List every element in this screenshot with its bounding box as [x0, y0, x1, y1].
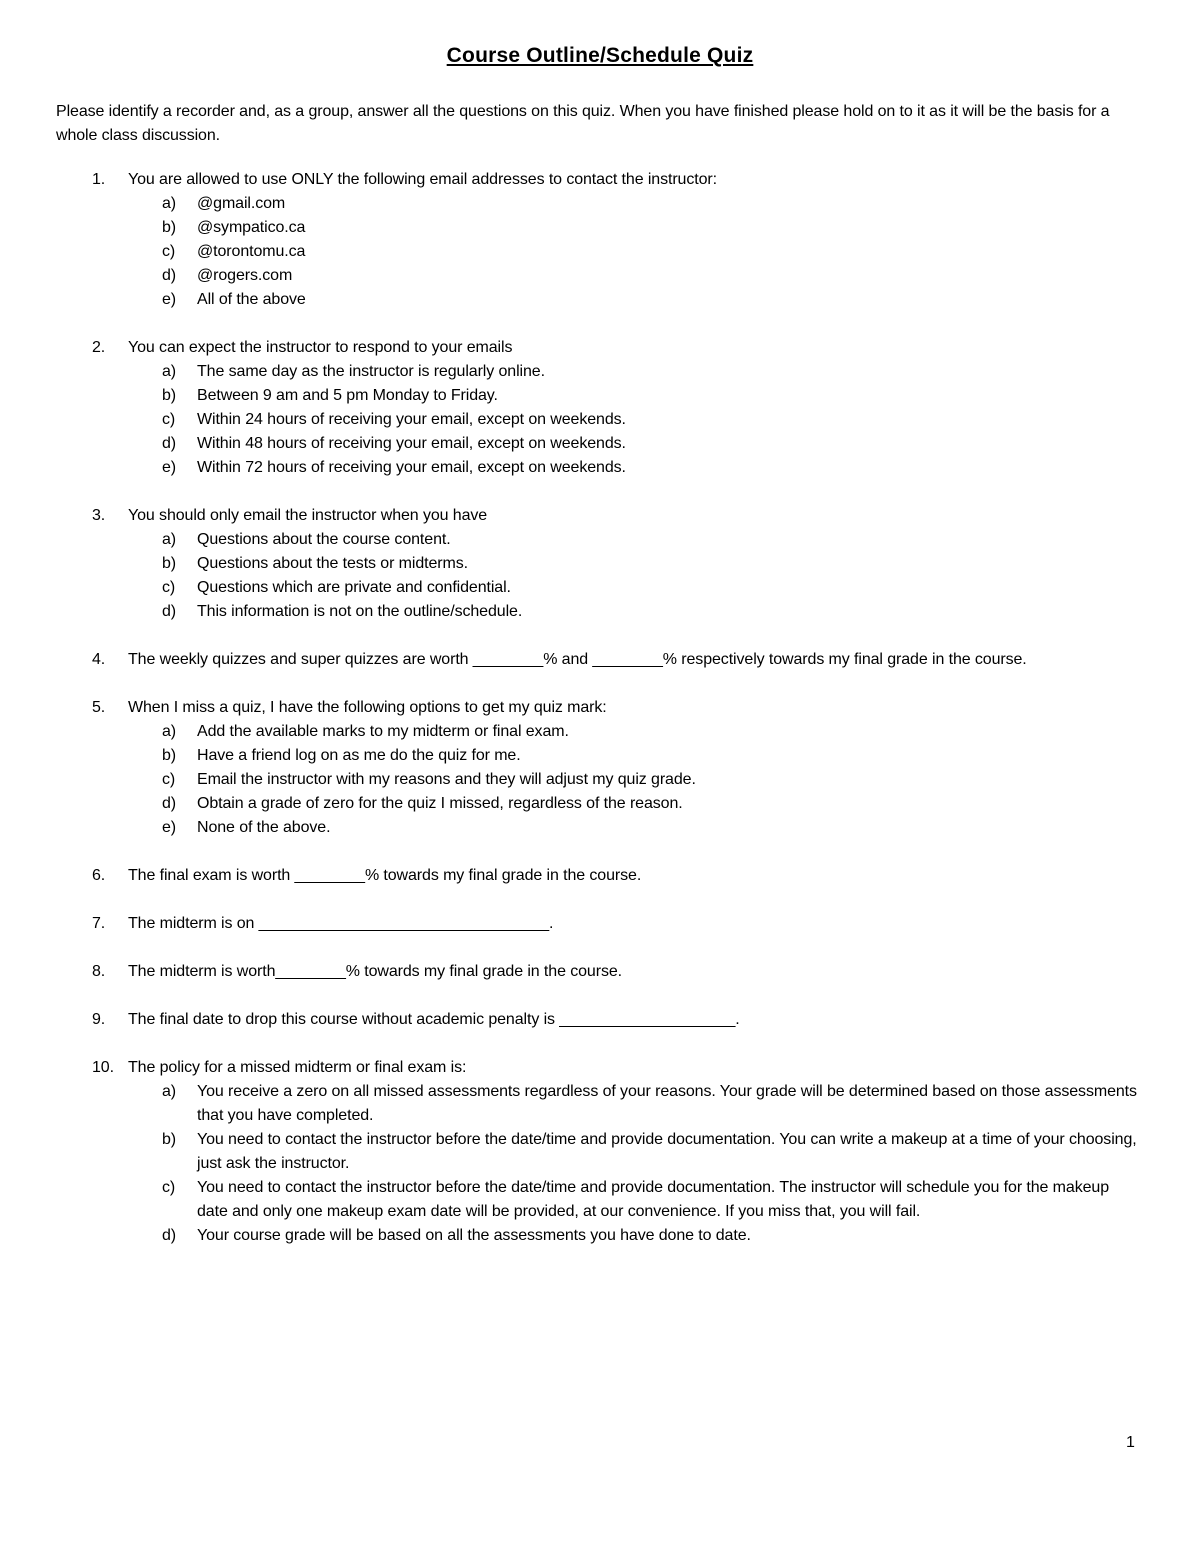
option-list	[0, 360, 1200, 480]
option-text: Have a friend log on as me do the quiz for me.	[197, 747, 521, 764]
answer-option	[0, 1176, 1200, 1224]
answer-option	[0, 600, 1200, 624]
option-list	[0, 720, 1200, 840]
question-text: You are allowed to use ONLY the following email addresses to contact the instructor:	[128, 171, 717, 188]
answer-option	[0, 216, 1200, 240]
option-letter: c)	[162, 243, 176, 260]
option-text: Email the instructor with my reasons and they will adjust my quiz grade.	[197, 771, 696, 788]
question-number: 1.	[92, 171, 106, 188]
answer-option	[0, 816, 1200, 840]
option-text: Your course grade will be based on all the assessments you have done to date.	[197, 1227, 751, 1244]
option-text: The same day as the instructor is regularly online.	[197, 363, 545, 380]
answer-option	[0, 576, 1200, 600]
answer-option	[0, 1128, 1200, 1176]
page-title: Course Outline/Schedule Quiz	[446, 44, 754, 67]
question-text: The final date to drop this course without academic penalty is ____________________.	[128, 1011, 740, 1028]
option-text: Questions which are private and confidential.	[197, 579, 511, 596]
question-text: The midterm is worth________% towards my final grade in the course.	[128, 963, 622, 980]
option-letter: b)	[162, 1131, 177, 1148]
option-letter: b)	[162, 747, 177, 764]
option-list	[0, 192, 1200, 312]
option-text: All of the above	[197, 291, 306, 308]
option-letter: c)	[162, 1179, 176, 1196]
question-text: The policy for a missed midterm or final exam is:	[128, 1059, 467, 1076]
question-item	[0, 336, 1200, 480]
option-list	[0, 1080, 1200, 1248]
option-letter: d)	[162, 435, 177, 452]
question-text: When I miss a quiz, I have the following options to get my quiz mark:	[128, 699, 607, 716]
option-text: Within 48 hours of receiving your email, except on weekends.	[197, 435, 626, 452]
option-letter: b)	[162, 387, 177, 404]
answer-option	[0, 192, 1200, 216]
question-item	[0, 912, 1200, 936]
option-letter: e)	[162, 819, 177, 836]
intro-paragraph: Please identify a recorder and, as a group, answer all the questions on this quiz. When you have finished please hold on to it as it will be the basis for a whole class discussion.	[56, 103, 1110, 144]
page-number: 1	[1126, 1434, 1135, 1451]
question-item	[0, 696, 1200, 840]
answer-option	[0, 744, 1200, 768]
answer-option	[0, 552, 1200, 576]
answer-option	[0, 456, 1200, 480]
option-text: Add the available marks to my midterm or final exam.	[197, 723, 569, 740]
answer-option	[0, 288, 1200, 312]
question-number: 3.	[92, 507, 106, 524]
option-letter: c)	[162, 411, 176, 428]
option-text: You receive a zero on all missed assessments regardless of your reasons. Your grade will be determined based on those assessments that you have completed.	[197, 1083, 1137, 1124]
option-letter: a)	[162, 723, 177, 740]
question-text: You can expect the instructor to respond to your emails	[128, 339, 513, 356]
answer-option	[0, 1224, 1200, 1248]
option-letter: a)	[162, 195, 177, 212]
answer-option	[0, 528, 1200, 552]
option-text: Questions about the tests or midterms.	[197, 555, 468, 572]
question-item	[0, 648, 1200, 672]
answer-option	[0, 792, 1200, 816]
question-text: The weekly quizzes and super quizzes are worth ________% and ________% respectively towards my final grade in the course.	[128, 651, 1027, 668]
answer-option	[0, 720, 1200, 744]
question-number: 10.	[92, 1059, 114, 1076]
option-text: Questions about the course content.	[197, 531, 451, 548]
option-letter: d)	[162, 1227, 177, 1244]
option-text: @rogers.com	[197, 267, 293, 284]
question-list	[0, 168, 1200, 1248]
question-number: 9.	[92, 1011, 106, 1028]
answer-option	[0, 240, 1200, 264]
question-item	[0, 1056, 1200, 1248]
option-letter: a)	[162, 1083, 177, 1100]
option-letter: e)	[162, 459, 177, 476]
question-item	[0, 960, 1200, 984]
option-letter: d)	[162, 795, 177, 812]
answer-option	[0, 408, 1200, 432]
answer-option	[0, 360, 1200, 384]
question-text: The midterm is on _________________________________.	[128, 915, 554, 932]
option-text: Within 24 hours of receiving your email, except on weekends.	[197, 411, 626, 428]
option-text: @torontomu.ca	[197, 243, 306, 260]
option-letter: b)	[162, 219, 177, 236]
answer-option	[0, 432, 1200, 456]
option-text: @gmail.com	[197, 195, 286, 212]
option-list	[0, 528, 1200, 624]
question-text: The final exam is worth ________% towards my final grade in the course.	[128, 867, 642, 884]
question-item	[0, 1008, 1200, 1032]
question-number: 7.	[92, 915, 106, 932]
answer-option	[0, 264, 1200, 288]
option-letter: c)	[162, 579, 176, 596]
question-number: 2.	[92, 339, 106, 356]
option-text: Obtain a grade of zero for the quiz I missed, regardless of the reason.	[197, 795, 683, 812]
question-number: 6.	[92, 867, 106, 884]
option-text: Between 9 am and 5 pm Monday to Friday.	[197, 387, 498, 404]
option-text: Within 72 hours of receiving your email, except on weekends.	[197, 459, 626, 476]
option-text: None of the above.	[197, 819, 331, 836]
option-letter: a)	[162, 363, 177, 380]
question-number: 5.	[92, 699, 106, 716]
option-letter: e)	[162, 291, 177, 308]
option-text: This information is not on the outline/schedule.	[197, 603, 523, 620]
question-item	[0, 864, 1200, 888]
answer-option	[0, 1080, 1200, 1128]
question-item	[0, 504, 1200, 624]
question-number: 4.	[92, 651, 106, 668]
option-text: You need to contact the instructor before the date/time and provide documentation. The instructor will schedule you for the makeup date and only one makeup exam date will be provided, at our convenience. If you miss that, you will fail.	[197, 1179, 1110, 1220]
question-item	[0, 168, 1200, 312]
question-text: You should only email the instructor when you have	[128, 507, 488, 524]
option-letter: c)	[162, 771, 176, 788]
option-text: @sympatico.ca	[197, 219, 306, 236]
option-text: You need to contact the instructor before the date/time and provide documentation. You can write a makeup at a time of your choosing, just ask the instructor.	[197, 1131, 1137, 1172]
answer-option	[0, 384, 1200, 408]
answer-option	[0, 768, 1200, 792]
option-letter: a)	[162, 531, 177, 548]
option-letter: d)	[162, 267, 177, 284]
question-number: 8.	[92, 963, 106, 980]
option-letter: b)	[162, 555, 177, 572]
option-letter: d)	[162, 603, 177, 620]
